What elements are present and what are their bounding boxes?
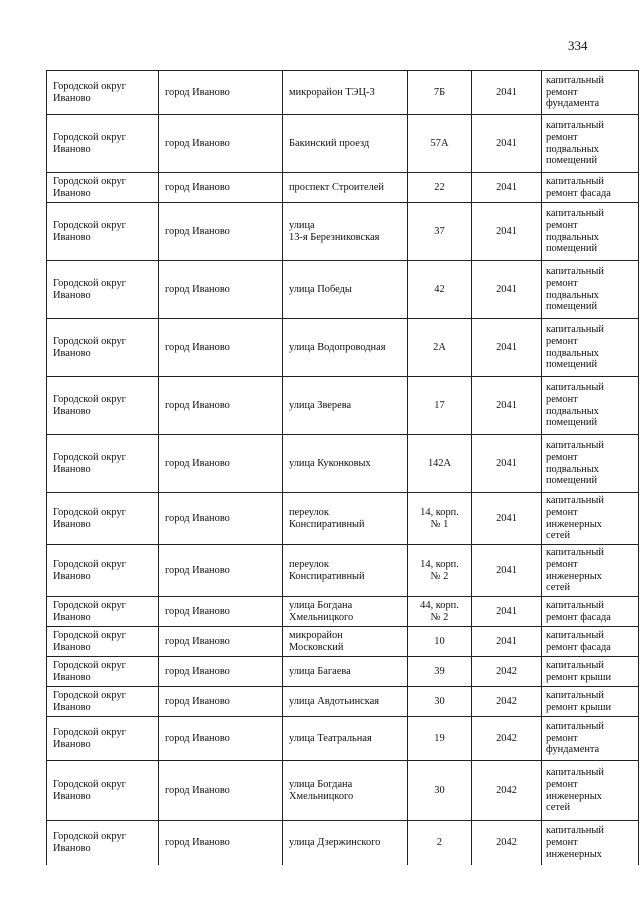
cell-street: улица Богдана Хмельницкого [283,597,408,627]
cell-city: город Иваново [159,115,283,173]
cell-year: 2041 [472,493,542,545]
cell-city: город Иваново [159,319,283,377]
cell-house: 7Б [408,71,472,115]
cell-year: 2041 [472,71,542,115]
table-row [47,377,639,435]
table-row [47,261,639,319]
table-row [47,821,639,865]
cell-work: капитальный ремонт подвальных помещений [542,377,639,435]
cell-street: микрорайон ТЭЦ-3 [283,71,408,115]
cell-city: город Иваново [159,761,283,821]
table-row [47,687,639,717]
cell-year: 2042 [472,657,542,687]
cell-year: 2041 [472,173,542,203]
cell-work: капитальный ремонт фундамента [542,71,639,115]
cell-work: капитальный ремонт инженерных сетей [542,493,639,545]
cell-house: 57А [408,115,472,173]
cell-house: 30 [408,687,472,717]
cell-work: капитальный ремонт фундамента [542,717,639,761]
table-row [47,627,639,657]
cell-okrug: Городской округ Иваново [47,597,159,627]
cell-year: 2041 [472,545,542,597]
cell-house: 142А [408,435,472,493]
cell-house: 10 [408,627,472,657]
cell-okrug: Городской округ Иваново [47,435,159,493]
cell-okrug: Городской округ Иваново [47,687,159,717]
table-row [47,173,639,203]
table-row [47,71,639,115]
cell-street: улица Богдана Хмельницкого [283,761,408,821]
cell-year: 2041 [472,261,542,319]
cell-city: город Иваново [159,627,283,657]
repair-schedule-table [46,70,639,865]
table-row [47,597,639,627]
cell-house: 44, корп. № 2 [408,597,472,627]
cell-city: город Иваново [159,545,283,597]
cell-work: капитальный ремонт фасада [542,627,639,657]
cell-city: город Иваново [159,657,283,687]
cell-okrug: Городской округ Иваново [47,717,159,761]
cell-okrug: Городской округ Иваново [47,319,159,377]
cell-house: 39 [408,657,472,687]
table-row [47,203,639,261]
cell-work: капитальный ремонт подвальных помещений [542,261,639,319]
cell-house: 2А [408,319,472,377]
cell-city: город Иваново [159,435,283,493]
cell-city: город Иваново [159,203,283,261]
cell-street: улица Зверева [283,377,408,435]
cell-okrug: Городской округ Иваново [47,377,159,435]
cell-house: 2 [408,821,472,865]
cell-okrug: Городской округ Иваново [47,71,159,115]
cell-street: переулок Конспиративный [283,545,408,597]
cell-okrug: Городской округ Иваново [47,203,159,261]
cell-street: улица Водопроводная [283,319,408,377]
cell-okrug: Городской округ Иваново [47,761,159,821]
cell-year: 2041 [472,203,542,261]
cell-okrug: Городской округ Иваново [47,545,159,597]
cell-house: 37 [408,203,472,261]
cell-work: капитальный ремонт подвальных помещений [542,435,639,493]
cell-year: 2042 [472,717,542,761]
cell-year: 2042 [472,687,542,717]
cell-city: город Иваново [159,261,283,319]
cell-year: 2041 [472,377,542,435]
cell-okrug: Городской округ Иваново [47,821,159,865]
page-number: 334 [568,38,588,53]
cell-house: 17 [408,377,472,435]
cell-street: улица Победы [283,261,408,319]
cell-city: город Иваново [159,821,283,865]
cell-okrug: Городской округ Иваново [47,173,159,203]
cell-street: проспект Строителей [283,173,408,203]
cell-house: 42 [408,261,472,319]
cell-year: 2041 [472,597,542,627]
cell-house: 14, корп. № 1 [408,493,472,545]
cell-work: капитальный ремонт инженерных [542,821,639,865]
table-row [47,115,639,173]
cell-city: город Иваново [159,687,283,717]
cell-year: 2041 [472,627,542,657]
cell-year: 2042 [472,821,542,865]
cell-work: капитальный ремонт подвальных помещений [542,319,639,377]
cell-city: город Иваново [159,71,283,115]
table-row [47,761,639,821]
cell-year: 2042 [472,761,542,821]
cell-city: город Иваново [159,173,283,203]
cell-work: капитальный ремонт инженерных сетей [542,761,639,821]
cell-okrug: Городской округ Иваново [47,493,159,545]
cell-street: улица Багаева [283,657,408,687]
cell-street: улица Дзержинского [283,821,408,865]
cell-work: капитальный ремонт крыши [542,687,639,717]
cell-street: переулок Конспиративный [283,493,408,545]
cell-street: улица Авдотьинская [283,687,408,717]
cell-house: 19 [408,717,472,761]
table-row [47,657,639,687]
table-row [47,319,639,377]
cell-street: микрорайон Московский [283,627,408,657]
table-row [47,493,639,545]
cell-work: капитальный ремонт крыши [542,657,639,687]
cell-okrug: Городской округ Иваново [47,261,159,319]
table-body [47,71,639,865]
cell-house: 22 [408,173,472,203]
cell-work: капитальный ремонт подвальных помещений [542,203,639,261]
cell-okrug: Городской округ Иваново [47,115,159,173]
cell-street: улица Куконковых [283,435,408,493]
cell-city: город Иваново [159,717,283,761]
cell-street: Бакинский проезд [283,115,408,173]
cell-year: 2041 [472,319,542,377]
cell-work: капитальный ремонт подвальных помещений [542,115,639,173]
cell-city: город Иваново [159,493,283,545]
cell-year: 2041 [472,435,542,493]
cell-okrug: Городской округ Иваново [47,657,159,687]
cell-work: капитальный ремонт фасада [542,597,639,627]
cell-okrug: Городской округ Иваново [47,627,159,657]
cell-work: капитальный ремонт фасада [542,173,639,203]
cell-house: 30 [408,761,472,821]
cell-city: город Иваново [159,377,283,435]
cell-year: 2041 [472,115,542,173]
cell-street: улица 13-я Березниковская [283,203,408,261]
cell-street: улица Театральная [283,717,408,761]
table-row [47,545,639,597]
table-row [47,717,639,761]
cell-city: город Иваново [159,597,283,627]
table-row [47,435,639,493]
cell-work: капитальный ремонт инженерных сетей [542,545,639,597]
cell-house: 14, корп. № 2 [408,545,472,597]
